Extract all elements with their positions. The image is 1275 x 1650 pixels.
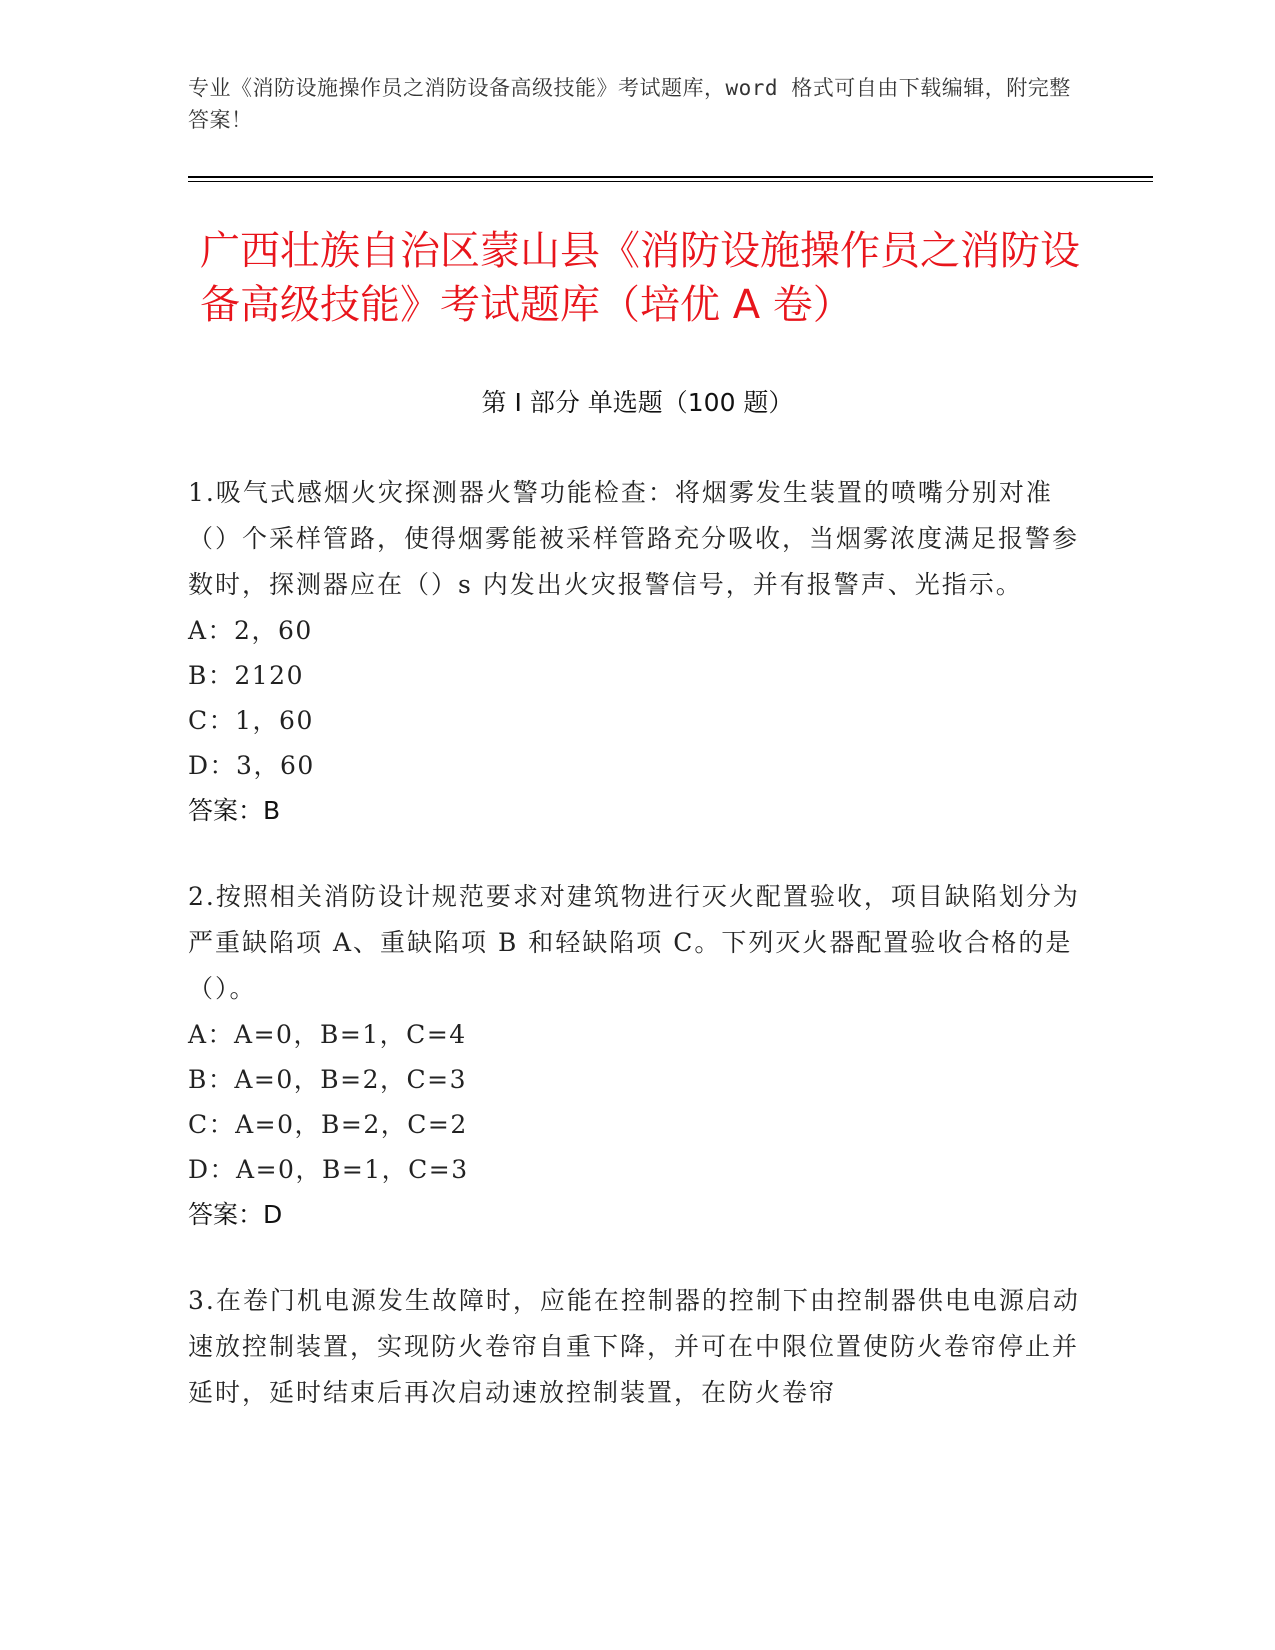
header-note: 专业《消防设施操作员之消防设备高级技能》考试题库，word 格式可自由下载编辑，附完整答案！ [188,76,1071,132]
question-spacer [188,1238,1088,1278]
option-c: C：1，60 [188,706,314,735]
answer: 答案：D [188,1200,283,1229]
document-title: 广西壮族自治区蒙山县《消防设施操作员之消防设备高级技能》考试题库（培优 A 卷） [200,228,1080,328]
option-d: D：A=0，B=1，C=3 [188,1155,469,1184]
header-divider-thin [188,181,1153,182]
option-c: C：A=0，B=2，C=2 [188,1110,468,1139]
question-list [188,470,1088,1416]
question-stem: 3.在卷门机电源发生故障时，应能在控制器的控制下由控制器供电电源启动速放控制装置，实现防火卷帘自重下降，并可在中限位置使防火卷帘停止并延时，延时结束后再次启动速放控制装置，在防火卷帘 [188,1286,1080,1407]
question-2 [188,874,1088,1238]
header-divider-thick [188,176,1153,178]
question-1 [188,470,1088,834]
section-heading: 第 I 部分 单选题（100 题） [481,388,794,417]
option-b: B：2120 [188,661,304,690]
option-a: A：A=0，B=1，C=4 [188,1020,467,1049]
option-d: D：3，60 [188,751,315,780]
option-a: A：2，60 [188,616,313,645]
question-stem: 2.按照相关消防设计规范要求对建筑物进行灭火配置验收，项目缺陷划分为严重缺陷项 A、重缺陷项 B 和轻缺陷项 C。下列灭火器配置验收合格的是（）。 [188,882,1080,1003]
option-b: B：A=0，B=2，C=3 [188,1065,467,1094]
answer: 答案：B [188,796,281,825]
question-3 [188,1278,1088,1416]
question-stem: 1.吸气式感烟火灾探测器火警功能检查：将烟雾发生装置的喷嘴分别对准（）个采样管路，使得烟雾能被采样管路充分吸收，当烟雾浓度满足报警参数时，探测器应在（）s 内发出火灾报警信号，并有报警声、光指示。 [188,478,1080,599]
question-spacer [188,834,1088,874]
